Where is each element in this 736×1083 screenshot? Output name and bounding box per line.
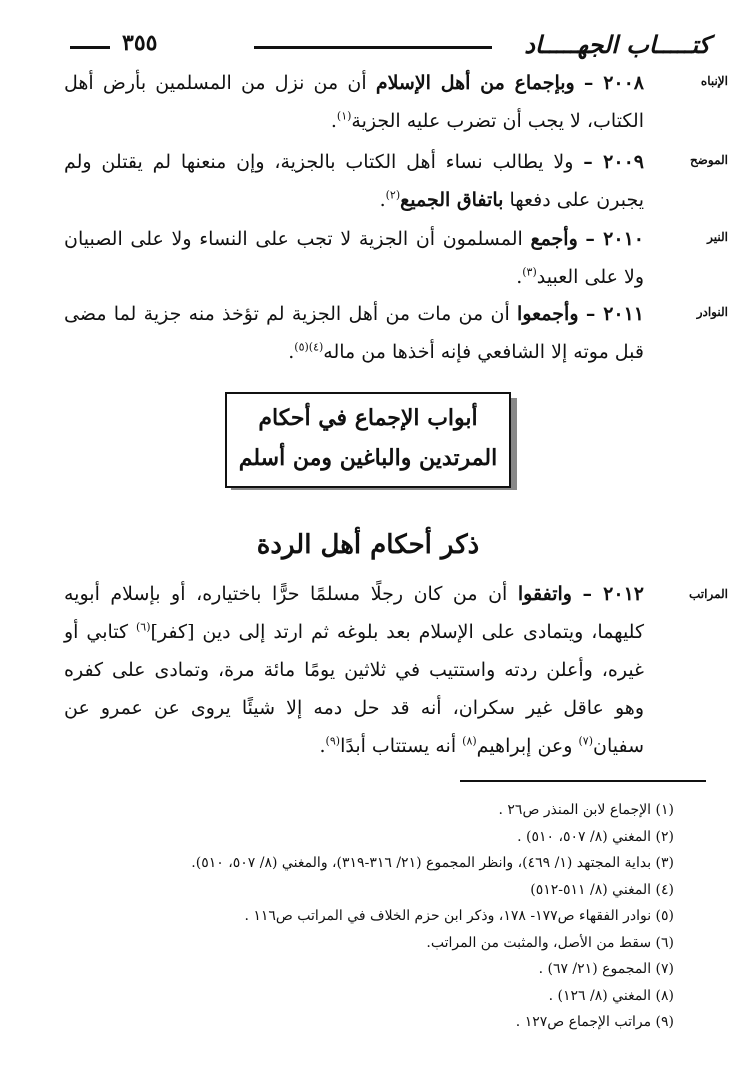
paragraph-2011 (64, 295, 644, 371)
source-label: الموضح (689, 153, 728, 167)
footnote: (٩) مراتب الإجماع ص١٢٧ . (515, 1014, 674, 1030)
footnotes (34, 797, 674, 1036)
source-label: الإنباه (700, 74, 728, 88)
paragraph-tail: . (379, 189, 386, 211)
source-label: المراتب (688, 587, 728, 601)
footnote-ref: (٧) (578, 734, 593, 748)
footnote: (٧) المجموع (٢١/ ٦٧) . (538, 961, 674, 977)
footnote: (١) الإجماع لابن المنذر ص٢٦ . (498, 802, 674, 818)
paragraph-2010 (64, 220, 644, 296)
footnote: (٤) المغني (٨/ ٥١١-٥١٢) (530, 881, 674, 898)
paragraph-text: ولا يطالب نساء أهل الكتاب بالجزية، وإن منعنها لم يقتلن ولم يجبرن على دفعها (64, 151, 644, 211)
paragraph-tail: . (516, 266, 523, 288)
paragraph-number: ٢٠١٠ – (585, 228, 644, 250)
paragraph-2012 (64, 575, 644, 765)
footnote: (٥) نوادر الفقهاء ص١٧٧- ١٧٨، وذكر ابن حزم الخلاف في المراتب ص١١٦ . (244, 908, 674, 924)
paragraph-text: أن من مات من أهل الجزية لم تؤخذ منه جزية لما مضى قبل موته إلا الشافعي فإنه أخذها من ماله (64, 303, 644, 363)
paragraph-text-part3: وعن إبراهيم (476, 735, 573, 757)
footnote-ref: (٩) (325, 734, 341, 748)
paragraph-tail: . (330, 110, 337, 132)
paragraph-lead: وبإجماع من أهل الإسلام (375, 72, 575, 94)
footnote-ref: (٦) (136, 620, 151, 634)
paragraph-number: ٢٠١٢ – (582, 583, 644, 605)
footnote: (٦) سقط من الأصل، والمثبت من المراتب. (426, 934, 674, 951)
source-label: النوادر (696, 305, 728, 319)
paragraph-tail: . (288, 341, 295, 363)
paragraph-lead: وأجمع (530, 228, 578, 250)
paragraph-text-part4: أنه يستتاب أبدًا (340, 735, 457, 757)
footnote-separator (460, 780, 706, 782)
paragraph-2008 (64, 64, 644, 140)
paragraph-text-part2: كتابي أو غيره، وأعلن ردته واستتيب في ثلاثين يومًا مائة مرة، وتمادى على كفره وهو عاقل غير سكران، أنه قد حل دمه إلا شيئًا يروى عن عمرو عن سفيان (64, 621, 644, 757)
paragraph-number: ٢٠١١ – (585, 303, 645, 325)
page-number: ٣٥٥ (122, 30, 158, 56)
footnote: (٣) بداية المجتهد (١/ ٤٦٩)، وانظر المجموع (٢١/ ٣١٦-٣١٩)، والمغني (٨/ ٥٠٧، ٥١٠). (191, 855, 674, 871)
paragraph-text: المسلمون أن الجزية لا تجب على النساء ولا على الصبيان ولا على العبيد (64, 228, 644, 288)
footnote-ref: (٨) (462, 734, 477, 748)
source-label: النير (707, 230, 728, 244)
paragraph-lead: وأجمعوا (517, 303, 579, 325)
footnote-ref: (٣) (522, 265, 537, 279)
header-rule-right (254, 46, 492, 49)
footnote-ref: (٢) (385, 188, 401, 202)
paragraph-bold-end: باتفاق الجميع (400, 189, 504, 211)
chapter-heading-line1: أبواب الإجماع في أحكام (258, 405, 478, 431)
section-title: ذكر أحكام أهل الردة (256, 530, 480, 560)
paragraph-number: ٢٠٠٨ – (583, 72, 645, 94)
paragraph-text-part1: أن من كان رجلًا مسلمًا حرًّا باختياره، أو بإسلام أبويه كليهما، ويتمادى على الإسلام بعد بلوغه ثم ارتد إلى دين [كفر] (64, 583, 645, 643)
paragraph-lead: واتفقوا (517, 583, 572, 605)
footnote: (٢) المغني (٨/ ٥٠٧، ٥١٠) . (517, 828, 674, 845)
header-title: كتـــــاب الجهـــــاد (524, 30, 710, 59)
footnote: (٨) المغني (٨/ ١٢٦) . (548, 987, 674, 1004)
chapter-heading-line2: المرتدين والباغين ومن أسلم (238, 445, 498, 471)
chapter-heading-box (225, 392, 515, 488)
chapter-heading (225, 392, 511, 488)
footnote-ref: (٤)(٥) (294, 340, 324, 354)
paragraph-2009 (64, 143, 644, 219)
paragraph-tail: . (319, 735, 326, 757)
footnote-ref: (١) (336, 109, 352, 123)
paragraph-number: ٢٠٠٩ – (583, 151, 644, 173)
header-rule-left (70, 46, 110, 49)
paragraph-text: أن من نزل من المسلمين بأرض أهل الكتاب، لا يجب أن تضرب عليه الجزية (64, 72, 644, 132)
page-header (70, 30, 710, 66)
